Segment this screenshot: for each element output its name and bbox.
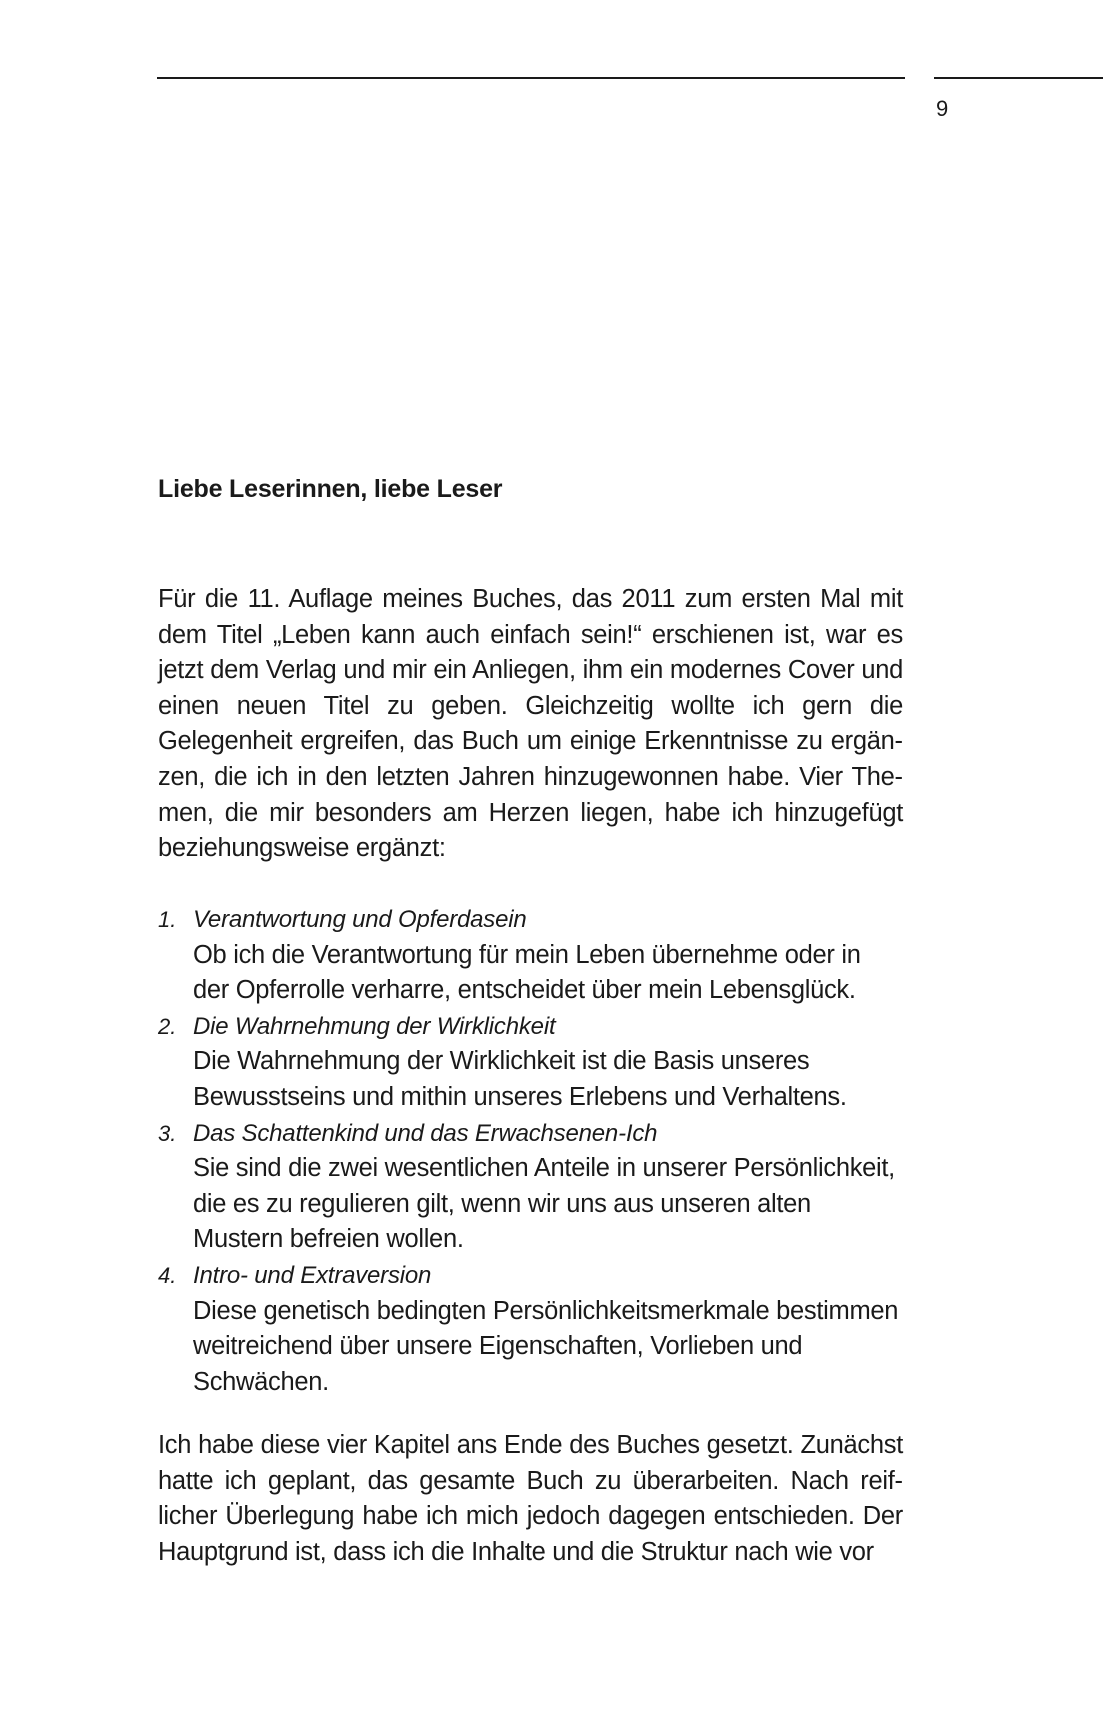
header-rule-margin — [934, 77, 1103, 79]
intro-paragraph: Für die 11. Auflage meines Buches, das 2011 zum ersten Mal mit dem Titel „Leben kann auch einfach sein!“ erschienen ist, war es jetzt dem Verlag und mir ein Anliegen, ihm ein modernes Cover und einen neuen Titel zu geben. Gleichzeitig wollte ich gern die Gelegenheit ergreifen, das Buch um einige Erkenntnisse zu ergänzen, die ich in den letzten Jahren hinzugewonnen habe. Vier Themen, die mir besonders am Herzen liegen, habe ich hinzugefügt beziehungsweise ergänzt: — [158, 585, 903, 863]
page-number: 9 — [936, 96, 949, 121]
list-item-text: Sie sind die zwei wesentlichen Anteile in unserer Persönlichkeit, die es zu regulieren gilt, wenn wir uns aus unseren alten Mustern befreien wollen. — [193, 1154, 895, 1254]
list-item — [158, 902, 903, 1009]
list-item — [158, 1116, 903, 1258]
list-item-text: Die Wahrnehmung der Wirklichkeit ist die Basis unseres Bewusstseins und mithin unseres Erlebens und Verhaltens. — [193, 1047, 847, 1111]
topic-list — [158, 902, 903, 1400]
list-item-title: Intro- und Extraversion — [193, 1261, 432, 1289]
list-item-title: Das Schattenkind und das Erwachsenen-Ich — [193, 1119, 658, 1147]
list-item — [158, 1258, 903, 1400]
list-item-number: 1. — [158, 907, 177, 932]
list-item-text: Ob ich die Verantwortung für mein Leben übernehme oder in der Opferrolle verharre, entscheidet über mein Lebensglück. — [193, 940, 861, 1005]
list-item-number: 3. — [158, 1120, 177, 1146]
header-rule — [157, 77, 905, 79]
list-item-title: Die Wahrnehmung der Wirklichkeit — [193, 1012, 556, 1040]
page-heading: Liebe Leserinnen, liebe Leser — [158, 475, 503, 503]
list-item-text: Diese genetisch bedingten Persönlichkeitsmerkmale bestimmen weitreichend über unsere Eigenschaften, Vorlieben und Schwächen. — [193, 1296, 899, 1396]
closing-paragraph: Ich habe diese vier Kapitel ans Ende des Buches gesetzt. Zunächst hatte ich geplant, das gesamte Buch zu überarbeiten. Nach reiflicher Überlegung habe ich mich jedoch dagegen entschieden. Der Hauptgrund ist, dass ich die Inhalte und die Struktur nach wie vor — [158, 1431, 903, 1566]
list-item — [158, 1009, 903, 1116]
list-item-number: 4. — [158, 1262, 177, 1288]
list-item-title: Verantwortung und Opferdasein — [193, 906, 527, 933]
list-item-number: 2. — [158, 1013, 177, 1039]
